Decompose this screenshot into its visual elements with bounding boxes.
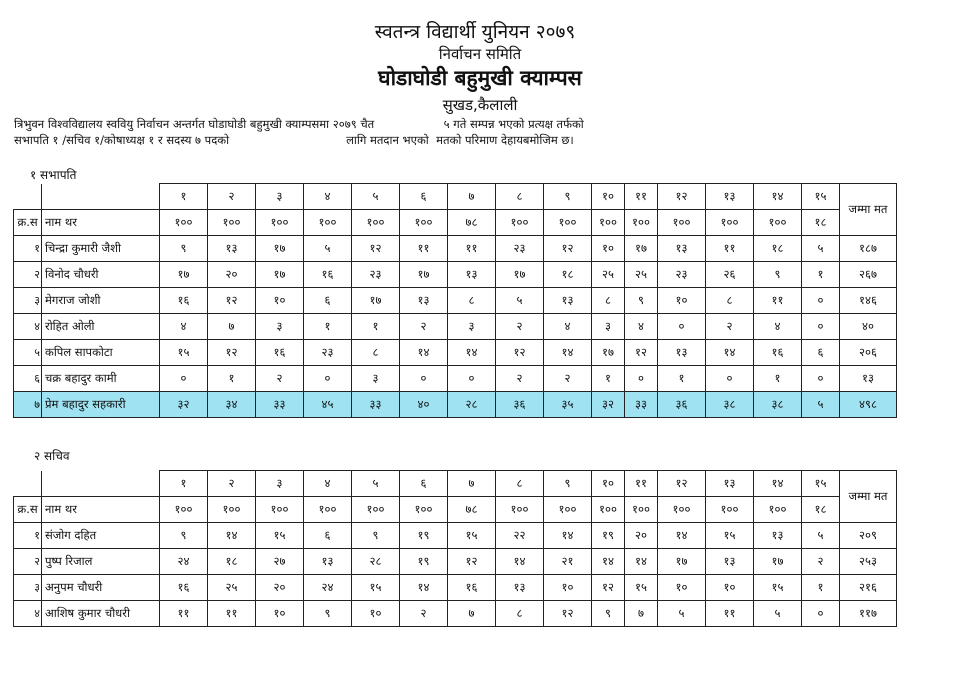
vote-count: ५ [802,392,840,418]
vote-count: १७ [256,262,304,288]
booth-capacity: १०० [592,497,625,523]
booth-number: १० [592,471,625,497]
vote-count: २० [208,262,256,288]
vote-count: २ [400,314,448,340]
vote-count: ९ [304,601,352,627]
vote-count: २३ [352,262,400,288]
vote-count: ५ [802,236,840,262]
booth-number: ५ [352,471,400,497]
vote-count: ८ [496,601,544,627]
booth-capacity: ७८ [448,210,496,236]
union-title: स्वतन्त्र विद्यार्थी युनियन २०७९ [374,21,576,43]
location-title: सुखड,कैलाली [442,96,518,114]
vote-count: ९ [160,236,208,262]
intro-line: सभापति १ /सचिव १/कोषाध्यक्ष १ र सदस्य ७ पदको लागि मतदान भएको मतको परिमाण देहायबमोजिम छ। [14,133,574,147]
vote-count: १ [304,314,352,340]
vote-count: ३८ [706,392,754,418]
name-header: नाम थर [42,210,160,236]
vote-count: १४ [592,549,625,575]
vote-count: १ [802,262,840,288]
vote-count: ४ [160,314,208,340]
vote-count: १२ [448,549,496,575]
serial-number: ६ [14,366,42,392]
vote-count: १० [658,288,706,314]
vote-count: २६ [706,262,754,288]
serial-number: २ [14,262,42,288]
booth-number: ८ [496,471,544,497]
candidate-name: रोहित ओली [42,314,160,340]
vote-count: २५ [625,262,658,288]
vote-count: १४ [706,340,754,366]
vote-count: ७ [448,601,496,627]
vote-count: ० [160,366,208,392]
vote-count: १२ [496,340,544,366]
booth-number: ८ [496,184,544,210]
vote-count: ३६ [658,392,706,418]
vote-count: १३ [658,340,706,366]
candidate-row [14,549,897,575]
booth-number: १२ [658,471,706,497]
candidate-row [14,601,897,627]
booth-number: ६ [400,471,448,497]
vote-count: १४ [400,340,448,366]
vote-count: १७ [625,236,658,262]
vote-count: २४ [160,549,208,575]
total-votes: १८७ [840,236,897,262]
vote-count: १८ [754,236,802,262]
booth-number: ११ [625,184,658,210]
candidate-name: कपिल सापकोटा [42,340,160,366]
vote-count: १२ [625,340,658,366]
total-votes: २६७ [840,262,897,288]
vote-count: ४ [544,314,592,340]
table-header-row [14,497,897,523]
booth-number: ६ [400,184,448,210]
vote-count: १५ [256,523,304,549]
vote-count: १३ [658,236,706,262]
booth-capacity: १०० [658,210,706,236]
booth-capacity: १०० [625,497,658,523]
booth-number: ३ [256,184,304,210]
booth-number: १ [160,184,208,210]
vote-count: २८ [352,549,400,575]
vote-count: १४ [448,340,496,366]
candidate-name: आशिष कुमार चौधरी [42,601,160,627]
vote-count: १ [658,366,706,392]
candidate-row [14,366,897,392]
blank-cell [42,184,160,210]
vote-count: १० [706,575,754,601]
vote-count: ३३ [352,392,400,418]
vote-count: १९ [400,549,448,575]
vote-count: १४ [208,523,256,549]
vote-count: १३ [208,236,256,262]
vote-count: १४ [400,575,448,601]
vote-count: १६ [448,575,496,601]
vote-count: ५ [754,601,802,627]
booth-number: ९ [544,184,592,210]
vote-count: १५ [160,340,208,366]
vote-count: २४ [304,575,352,601]
vote-count: १ [802,575,840,601]
booth-capacity: १०० [256,497,304,523]
vote-count: ३२ [160,392,208,418]
vote-count: १५ [754,575,802,601]
vote-count: १९ [400,523,448,549]
booth-capacity: १०० [658,497,706,523]
vote-count: २ [544,366,592,392]
vote-count: ० [658,314,706,340]
vote-count: ८ [706,288,754,314]
vote-count: १५ [625,575,658,601]
serial-number: ३ [14,575,42,601]
vote-count: १४ [625,549,658,575]
vote-count: १६ [160,288,208,314]
vote-count: ० [802,366,840,392]
booth-capacity: १०० [400,210,448,236]
vote-count: ० [304,366,352,392]
vote-count: ३६ [496,392,544,418]
table-header-row [14,210,897,236]
vote-count: ० [802,314,840,340]
candidate-name: मेगराज जोशी [42,288,160,314]
booth-capacity: १०० [754,210,802,236]
vote-count: १३ [754,523,802,549]
vote-count: ४० [400,392,448,418]
vote-count: २ [400,601,448,627]
vote-count: २३ [496,236,544,262]
vote-count: २८ [448,392,496,418]
total-header: जम्मा मत [840,471,897,523]
vote-count: ११ [448,236,496,262]
vote-count: १३ [496,575,544,601]
serial-number: २ [14,549,42,575]
vote-count: २३ [658,262,706,288]
vote-count: ० [802,601,840,627]
vote-count: १२ [544,601,592,627]
total-votes: २०६ [840,340,897,366]
candidate-row [14,314,897,340]
booth-number: १४ [754,471,802,497]
booth-capacity: १८ [802,210,840,236]
booth-capacity: १०० [754,497,802,523]
vote-count: ११ [706,601,754,627]
vote-count: १५ [352,575,400,601]
secretary-results-table [13,470,897,627]
vote-count: ३ [448,314,496,340]
serial-number: १ [14,523,42,549]
vote-count: १२ [352,236,400,262]
booth-number: १३ [706,184,754,210]
vote-count: १२ [208,340,256,366]
vote-count: १८ [208,549,256,575]
vote-count: ६ [304,523,352,549]
total-votes: ४० [840,314,897,340]
committee-title: निर्वाचन समिति [438,45,522,63]
vote-count: १० [256,288,304,314]
vote-count: २१ [544,549,592,575]
total-votes: ११७ [840,601,897,627]
booth-capacity: १०० [160,210,208,236]
blank-cell [14,184,42,210]
vote-count: ९ [352,523,400,549]
vote-count: २५ [208,575,256,601]
name-header: नाम थर [42,497,160,523]
vote-count: ० [400,366,448,392]
vote-count: १७ [658,549,706,575]
vote-count: २५ [592,262,625,288]
vote-count: २ [256,366,304,392]
vote-count: ० [802,288,840,314]
vote-count: ० [706,366,754,392]
vote-count: ४५ [304,392,352,418]
vote-count: १२ [544,236,592,262]
booth-capacity: १०० [400,497,448,523]
vote-count: २७ [256,549,304,575]
vote-count: ११ [754,288,802,314]
booth-capacity: १०० [496,210,544,236]
vote-count: १० [592,236,625,262]
vote-count: १६ [754,340,802,366]
vote-count: १२ [592,575,625,601]
total-votes: १३ [840,366,897,392]
booth-number-row [14,471,897,497]
vote-count: ४ [625,314,658,340]
total-votes: २०९ [840,523,897,549]
serial-number: ४ [14,601,42,627]
vote-count: १ [208,366,256,392]
booth-number: २ [208,471,256,497]
section-title-chairperson: १ सभापति [30,168,77,182]
vote-count: १९ [592,523,625,549]
vote-count: ६ [802,340,840,366]
vote-count: ८ [352,340,400,366]
vote-count: १३ [706,549,754,575]
booth-number: १४ [754,184,802,210]
vote-count: १७ [160,262,208,288]
booth-capacity: १८ [802,497,840,523]
booth-number: १ [160,471,208,497]
booth-number: १३ [706,471,754,497]
vote-count: १५ [448,523,496,549]
vote-count: ९ [754,262,802,288]
booth-number: १५ [802,471,840,497]
vote-count: १८ [544,262,592,288]
vote-count: १२ [208,288,256,314]
vote-count: १ [592,366,625,392]
serial-number: १ [14,236,42,262]
vote-count: ११ [706,236,754,262]
booth-number: १० [592,184,625,210]
vote-count: ८ [592,288,625,314]
blank-cell [42,471,160,497]
booth-capacity: १०० [544,497,592,523]
vote-count: १७ [256,236,304,262]
vote-count: ११ [160,601,208,627]
vote-count: १६ [160,575,208,601]
booth-capacity: १०० [208,210,256,236]
vote-count: १३ [400,288,448,314]
vote-count: ० [448,366,496,392]
vote-count: १४ [544,340,592,366]
booth-number: ९ [544,471,592,497]
vote-count: ३ [352,366,400,392]
serial-header: क्र.स [14,210,42,236]
vote-count: १० [544,575,592,601]
booth-number-row [14,184,897,210]
booth-capacity: १०० [496,497,544,523]
vote-count: २२ [496,523,544,549]
vote-count: १३ [448,262,496,288]
vote-count: ३२ [592,392,625,418]
candidate-row [14,523,897,549]
booth-number: ५ [352,184,400,210]
booth-number: १२ [658,184,706,210]
vote-count: २ [496,314,544,340]
vote-count: १ [754,366,802,392]
vote-count: १० [658,575,706,601]
vote-count: १६ [256,340,304,366]
total-votes: ४९८ [840,392,897,418]
vote-count: ५ [802,523,840,549]
vote-count: ७ [208,314,256,340]
vote-count: ३४ [208,392,256,418]
booth-capacity: १०० [544,210,592,236]
vote-count: १४ [496,549,544,575]
booth-capacity: १०० [625,210,658,236]
vote-count: २ [706,314,754,340]
booth-capacity: १०० [352,210,400,236]
booth-capacity: ७८ [448,497,496,523]
vote-count: ३३ [625,392,658,418]
vote-count: २० [256,575,304,601]
vote-count: १ [352,314,400,340]
serial-number: ३ [14,288,42,314]
vote-count: ११ [400,236,448,262]
vote-count: ३५ [544,392,592,418]
vote-count: ३८ [754,392,802,418]
vote-count: ६ [304,288,352,314]
vote-count: ३ [256,314,304,340]
intro-line: त्रिभुवन विश्वविद्यालय स्ववियु निर्वाचन अन्तर्गत घोडाघोडी बहुमुखी क्याम्पसमा २०७९ चैत ५ गते सम्पन्न भएको प्रत्यक्ष तर्फको [14,117,584,131]
vote-count: ० [625,366,658,392]
chairperson-results-table [13,183,897,418]
booth-number: २ [208,184,256,210]
candidate-name: प्रेम बहादुर सहकारी [42,392,160,418]
booth-number: ११ [625,471,658,497]
vote-count: १० [352,601,400,627]
serial-number: ७ [14,392,42,418]
campus-title: घोडाघोडी बहुमुखी क्याम्पस [378,66,582,90]
candidate-row [14,575,897,601]
candidate-name: विनोद चौधरी [42,262,160,288]
candidate-row [14,288,897,314]
candidate-name: अनुपम चौधरी [42,575,160,601]
candidate-row [14,262,897,288]
vote-count: २ [802,549,840,575]
booth-capacity: १०० [304,497,352,523]
booth-number: ७ [448,184,496,210]
booth-capacity: १०० [592,210,625,236]
section-title-secretary: २ सचिव [34,449,70,463]
total-votes: २५३ [840,549,897,575]
vote-count: १३ [304,549,352,575]
vote-count: ४ [754,314,802,340]
booth-capacity: १०० [706,497,754,523]
vote-count: ३३ [256,392,304,418]
vote-count: १७ [352,288,400,314]
total-header: जम्मा मत [840,184,897,236]
vote-count: १० [256,601,304,627]
vote-count: ३ [592,314,625,340]
vote-count: ५ [658,601,706,627]
booth-capacity: १०० [208,497,256,523]
candidate-row [14,236,897,262]
vote-count: १६ [304,262,352,288]
booth-number: ४ [304,471,352,497]
candidate-name: चक्र बहादुर कामी [42,366,160,392]
vote-count: २० [625,523,658,549]
booth-number: ३ [256,471,304,497]
vote-count: १४ [544,523,592,549]
serial-number: ४ [14,314,42,340]
vote-count: १७ [754,549,802,575]
serial-header: क्र.स [14,497,42,523]
booth-capacity: १०० [352,497,400,523]
vote-count: १५ [706,523,754,549]
vote-count: १७ [592,340,625,366]
vote-count: ९ [160,523,208,549]
vote-count: ११ [208,601,256,627]
vote-count: ५ [496,288,544,314]
candidate-row [14,340,897,366]
booth-capacity: १०० [304,210,352,236]
vote-count: ५ [304,236,352,262]
candidate-name: संजोग दहित [42,523,160,549]
vote-count: २ [496,366,544,392]
vote-count: १३ [544,288,592,314]
blank-cell [14,471,42,497]
total-votes: १४६ [840,288,897,314]
intro-paragraph [14,116,584,148]
booth-number: १५ [802,184,840,210]
booth-number: ४ [304,184,352,210]
serial-number: ५ [14,340,42,366]
vote-count: २३ [304,340,352,366]
candidate-name: चिन्द्रा कुमारी जैशी [42,236,160,262]
vote-count: ९ [625,288,658,314]
booth-capacity: १०० [160,497,208,523]
booth-capacity: १०० [256,210,304,236]
total-votes: २१६ [840,575,897,601]
vote-count: १७ [496,262,544,288]
candidate-row [14,392,897,418]
booth-number: ७ [448,471,496,497]
vote-count: ९ [592,601,625,627]
vote-count: ७ [625,601,658,627]
vote-count: १७ [400,262,448,288]
candidate-name: पुष्प रिजाल [42,549,160,575]
vote-count: १४ [658,523,706,549]
booth-capacity: १०० [706,210,754,236]
vote-count: ८ [448,288,496,314]
